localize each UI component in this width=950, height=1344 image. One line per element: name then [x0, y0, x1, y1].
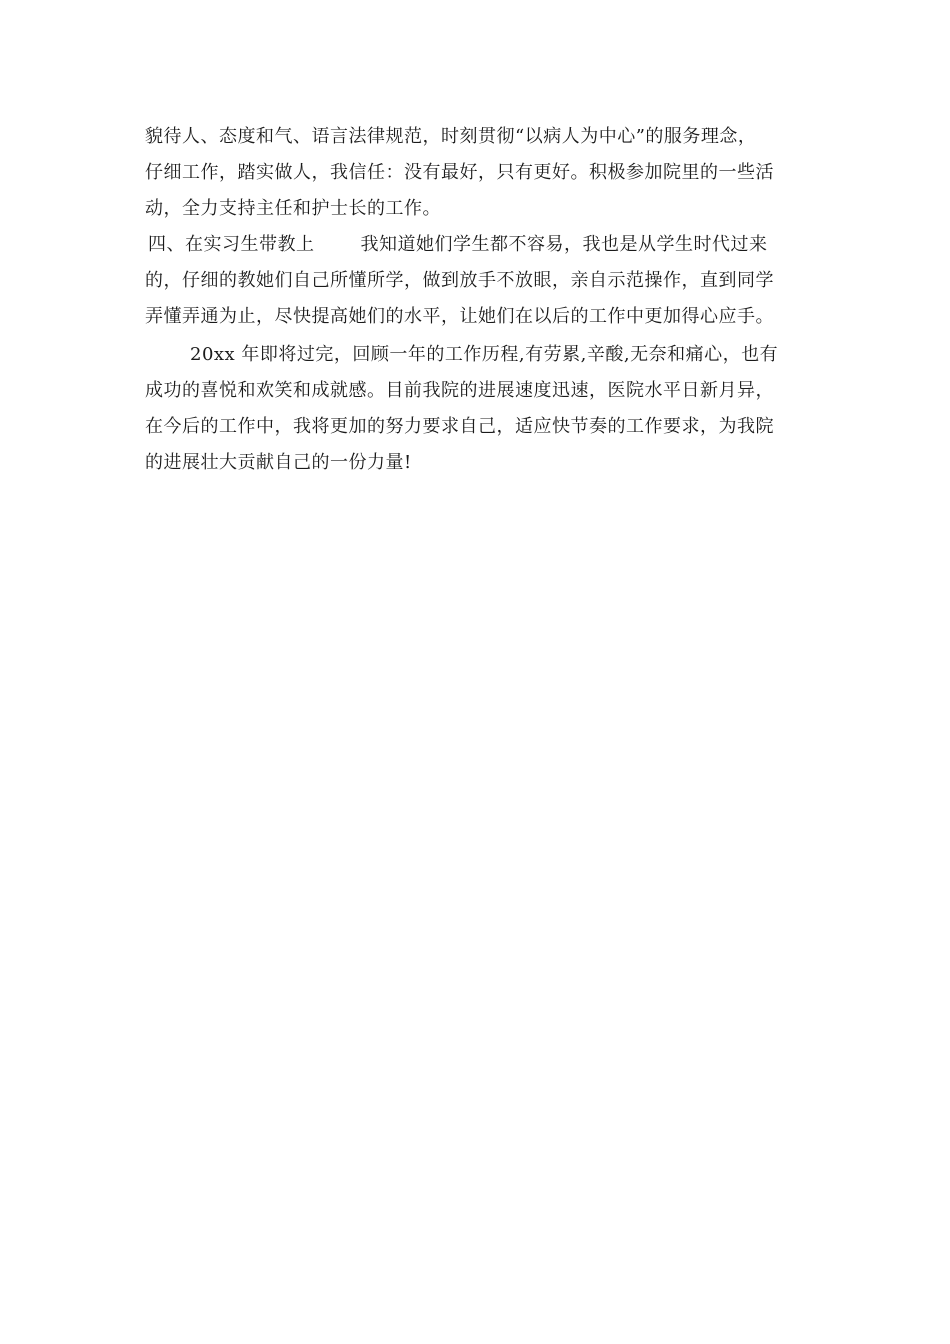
paragraph-line: 貌待人、态度和气、语言法律规范，时刻贯彻“以病人为中心”的服务理念，: [145, 126, 757, 147]
section-heading: 四、在实习生带教上: [148, 234, 315, 255]
paragraph-line: 的，仔细的教她们自己所懂所学，做到放手不放眼，亲自示范操作，直到同学: [145, 270, 774, 291]
paragraph-line: 的进展壮大贡献自己的一份力量!: [145, 452, 412, 473]
paragraph-line: 弄懂弄通为止，尽快提高她们的水平，让她们在以后的工作中更加得心应手。: [145, 306, 774, 327]
section-line: [148, 233, 768, 257]
paragraph-text: 我知道她们学生都不容易，我也是从学生时代过来: [360, 234, 768, 255]
paragraph-line: 成功的喜悦和欢笑和成就感。目前我院的进展速度迅速，医院水平日新月异，: [145, 380, 774, 401]
paragraph-line: 动，全力支持主任和护士长的工作。: [145, 198, 441, 219]
paragraph-line: 仔细工作，踏实做人，我信任：没有最好，只有更好。积极参加院里的一些活: [145, 162, 774, 183]
paragraph-line: 在今后的工作中，我将更加的努力要求自己，适应快节奏的工作要求，为我院: [145, 416, 774, 437]
paragraph-line: 20xx 年即将过完，回顾一年的工作历程,有劳累,辛酸,无奈和痛心，也有: [190, 344, 779, 365]
